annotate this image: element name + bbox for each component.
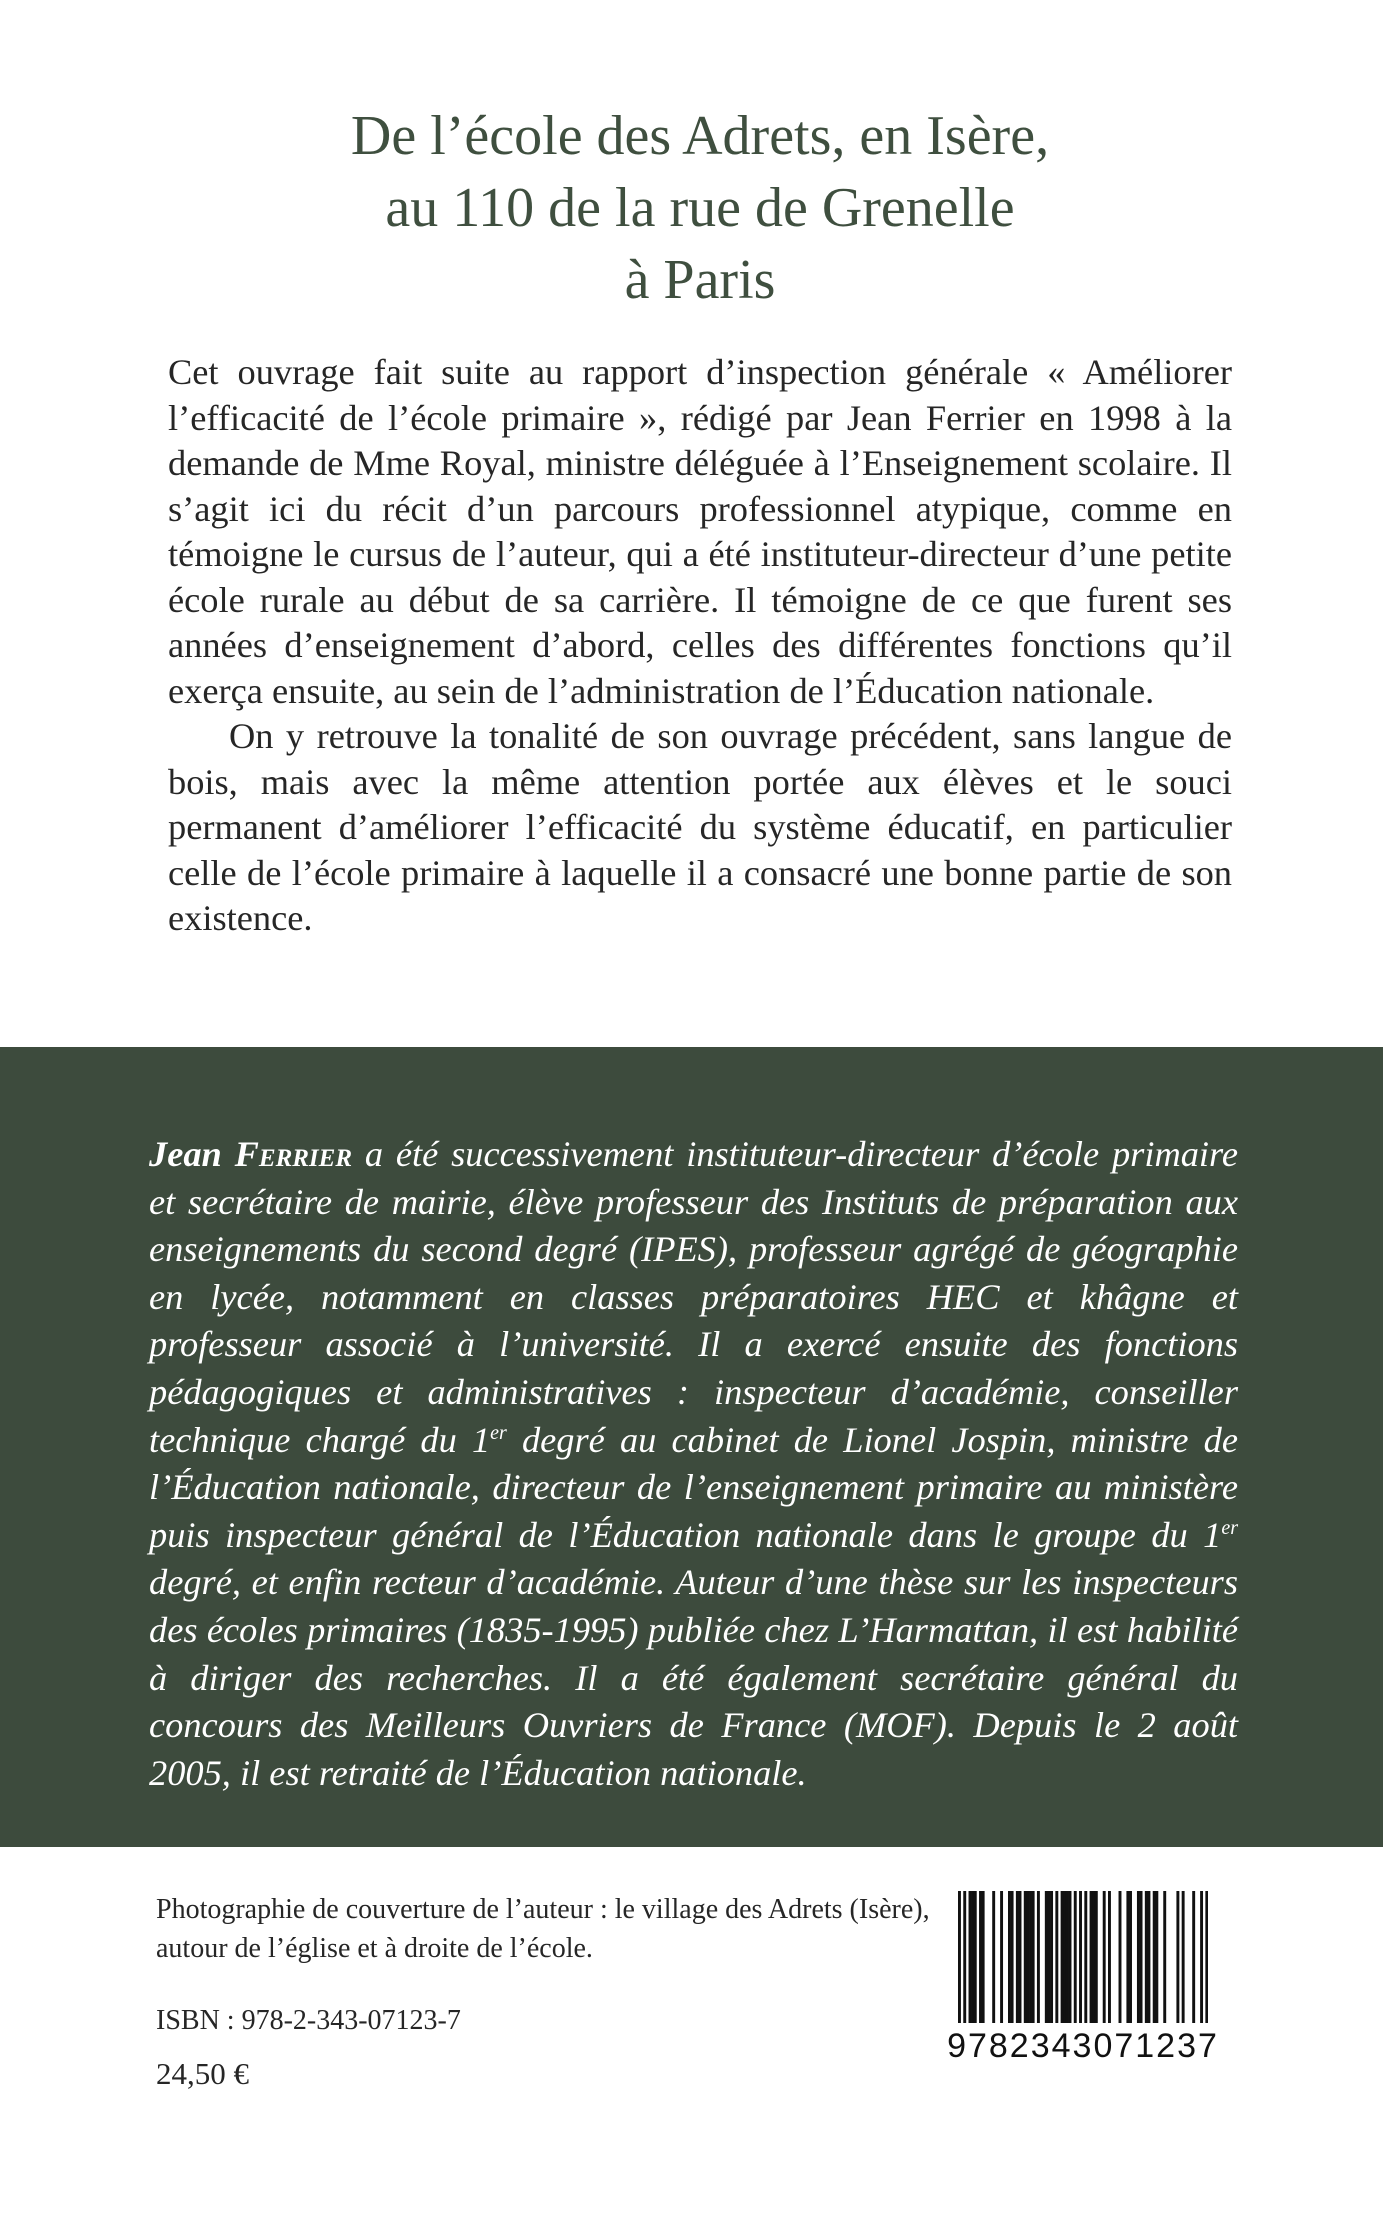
barcode-bar: [1137, 1891, 1140, 2023]
summary-paragraph-2: On y retrouve la tonalité de son ouvrage précédent, sans langue de bois, mais avec la même attention portée aux élèves et le souci permanent d’améliorer l’efficacité du système éducatif, en particulier celle de l’école primaire à laquelle il a consacré une bonne partie de son existence.: [168, 716, 1232, 938]
barcode-bar: [1011, 1891, 1014, 2023]
barcode-bar: [1126, 1891, 1129, 2023]
barcode-bar: [974, 1891, 977, 2023]
barcode-bar: [1029, 1891, 1032, 2023]
barcode-bar: [1055, 1891, 1058, 2023]
price: 24,50 €: [156, 2056, 249, 2091]
photo-credits: Photographie de couverture de l’auteur : le village des Adrets (Isère), autour de l’église et à droite de l’école.: [156, 1894, 930, 1964]
barcode-bar: [992, 1891, 995, 2023]
barcode-bar: [1200, 1891, 1203, 2023]
barcode-bar: [969, 1891, 972, 2023]
barcode-bar: [1050, 1891, 1053, 2023]
barcode-bar: [1000, 1891, 1003, 2023]
barcode-bar: [1032, 1891, 1035, 2023]
barcode-bar: [1016, 1891, 1019, 2023]
barcode-bar: [1155, 1891, 1158, 2023]
barcode-bar: [1147, 1891, 1150, 2023]
title-line-2: au 110 de la rue de Grenelle: [385, 177, 1015, 239]
bio-superscript-2: er: [1221, 1516, 1238, 1539]
barcode-bar: [1119, 1891, 1122, 2023]
barcode-bar: [1079, 1891, 1082, 2023]
barcode-bar: [1061, 1891, 1064, 2023]
barcode-bar: [1074, 1891, 1077, 2023]
bio-text-1: a été successivement instituteur-directeur d’école primaire et secrétaire de mairie, élève professeur des Instituts de préparation aux enseignements du second degré (IPES), professeur agrégé de géographie en lycée, notamment en classes préparatoires HEC et khâgne et professeur associé à l’université. Il a exercé ensuite des fonctions pédagogiques et administratives : inspecteur d’académie, conseiller technique chargé du 1: [149, 1134, 1238, 1460]
barcode-bar: [1176, 1891, 1179, 2023]
barcode-bar: [1066, 1891, 1069, 2023]
barcode-bar: [1069, 1891, 1072, 2023]
barcode-bar: [1037, 1891, 1040, 2023]
barcode-bar: [1182, 1891, 1185, 2023]
barcode-bars: [958, 1891, 1208, 2026]
barcode-bar: [1108, 1891, 1111, 2023]
barcode-bar: [1090, 1891, 1093, 2023]
barcode-bar: [1153, 1891, 1156, 2023]
bio-superscript-1: er: [490, 1421, 507, 1444]
book-summary: [168, 350, 1232, 942]
barcode-bar: [1103, 1891, 1106, 2023]
barcode-bar: [1092, 1891, 1095, 2023]
barcode-bar: [963, 1891, 966, 2023]
barcode-bar: [1026, 1891, 1029, 2023]
barcode-bar: [1192, 1891, 1195, 2023]
isbn: ISBN : 978-2-343-07123-7: [156, 2005, 461, 2036]
book-title: [0, 100, 1400, 316]
barcode-bar: [1084, 1891, 1087, 2023]
barcode-bar: [1145, 1891, 1148, 2023]
author-bio-panel: [0, 1047, 1383, 1847]
barcode-bar: [971, 1891, 974, 2023]
barcode-bar: [1163, 1891, 1166, 2023]
barcode-bar: [1045, 1891, 1048, 2023]
author-first-name: Jean: [149, 1134, 222, 1174]
author-bio: [149, 1131, 1238, 1797]
title-line-1: De l’école des Adrets, en Isère,: [350, 105, 1050, 167]
barcode-bar: [1047, 1891, 1050, 2023]
bio-text-2: degré au cabinet de Lionel Jospin, ministre de l’Éducation nationale, directeur de l’enseignement primaire au ministère puis inspecteur général de l’Éducation nationale dans le groupe du 1: [149, 1419, 1238, 1555]
barcode-bar: [1024, 1891, 1027, 2023]
barcode-bar: [958, 1891, 961, 2023]
barcode-bar: [1129, 1891, 1132, 2023]
barcode-bar: [1063, 1891, 1066, 2023]
barcode-bar: [1095, 1891, 1098, 2023]
barcode-digits: 9782343071237: [947, 2027, 1219, 2065]
barcode-bar: [1019, 1891, 1022, 2023]
barcode-bar: [1140, 1891, 1143, 2023]
barcode-bar: [1008, 1891, 1011, 2023]
barcode-bar: [982, 1891, 985, 2023]
barcode-bar: [1205, 1891, 1208, 2023]
bio-text-3: degré, et enfin recteur d’académie. Auteur d’une thèse sur les inspecteurs des écoles primaires (1835-1995) publiée chez L’Harmattan, il est habilité à diriger des recherches. Il a été également secrétaire général du concours des Meilleurs Ouvriers de France (MOF). Depuis le 2 août 2005, il est retraité de l’Éducation nationale.: [149, 1562, 1238, 1793]
barcode-bar: [979, 1891, 982, 2023]
barcode: [933, 1891, 1233, 2066]
summary-paragraph-1: Cet ouvrage fait suite au rapport d’inspection générale « Améliorer l’efficacité de l’école primaire », rédigé par Jean Ferrier en 1998 à la demande de Mme Royal, ministre déléguée à l’Enseignement scolaire. Il s’agit ici du récit d’un parcours professionnel atypique, comme en témoigne le cursus de l’auteur, qui a été instituteur-directeur d’une petite école rurale au début de sa carrière. Il témoigne de ce que furent ses années d’enseignement d’abord, celles des différentes fonctions qu’il exerça ensuite, au sein de l’administration de l’Éducation nationale.: [168, 352, 1232, 711]
author-last-name: Ferrier: [234, 1134, 353, 1174]
title-line-3: à Paris: [624, 249, 776, 311]
